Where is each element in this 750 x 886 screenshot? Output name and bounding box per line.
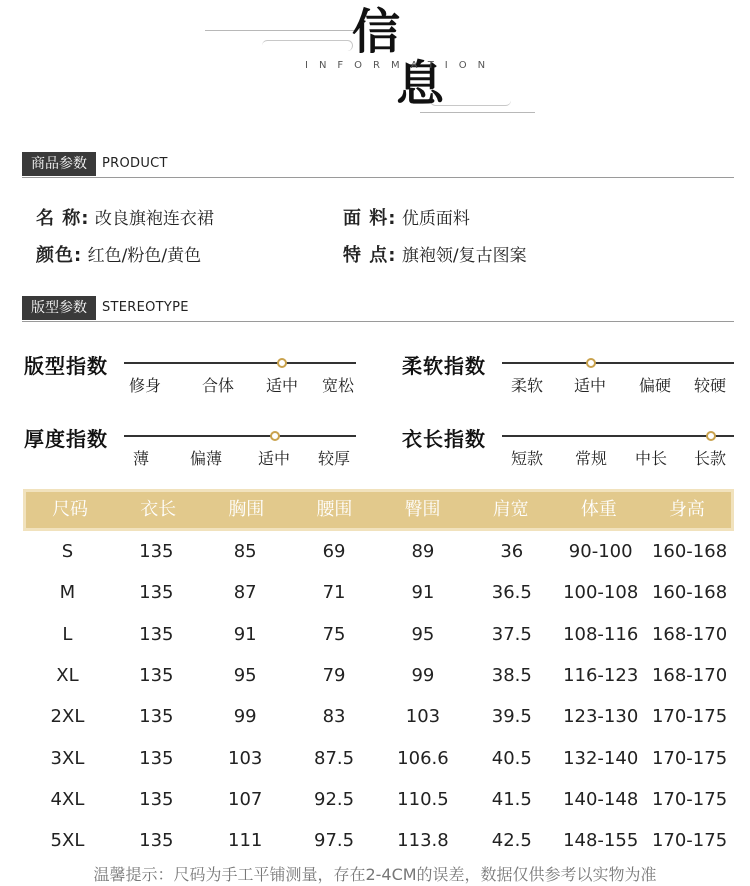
table-cell: 36: [500, 541, 524, 563]
table-cell: 87.5: [314, 747, 355, 769]
info-color: [36, 241, 201, 267]
info-value: 改良旗袍连衣裙: [94, 209, 214, 229]
table-cell: 95: [233, 665, 257, 687]
table-cell: 3XL: [50, 747, 85, 769]
table-cell: 111: [228, 830, 263, 852]
table-row: [23, 531, 734, 572]
section-divider: [22, 177, 734, 178]
table-cell: 168-170: [651, 623, 728, 645]
index-option: 较厚: [317, 449, 351, 468]
table-cell: 99: [411, 665, 435, 687]
info-value: 红色/粉色/黄色: [87, 246, 202, 266]
cloud-ornament-left: [262, 40, 353, 51]
info-label: 特 点:: [343, 245, 397, 266]
index-marker: [706, 431, 716, 441]
table-body: [23, 531, 734, 861]
table-cell: 170-175: [651, 788, 728, 810]
table-cell: 106.6: [397, 747, 449, 769]
table-cell: 95: [411, 623, 435, 645]
index-option: 中长: [634, 449, 668, 468]
table-cell: 135: [139, 747, 174, 769]
table-cell: 103: [405, 706, 441, 728]
info-label: 颜色:: [36, 245, 83, 266]
table-cell: 168-170: [651, 665, 728, 687]
header-char-top: 信: [352, 4, 401, 60]
index-title: 衣长指数: [402, 427, 486, 451]
index-marker: [277, 358, 287, 368]
table-cell: 4XL: [50, 788, 85, 810]
table-cell: 170-175: [651, 706, 728, 728]
section-tag: 商品参数: [22, 152, 96, 176]
column-header: 身高: [668, 499, 705, 520]
section-subtitle: STEREOTYPE: [102, 300, 189, 315]
index-option: 长款: [693, 449, 727, 468]
index-option: 修身: [128, 376, 162, 395]
table-cell: M: [59, 582, 76, 604]
table-cell: XL: [56, 665, 79, 687]
table-cell: 107: [228, 788, 263, 810]
table-cell: S: [61, 541, 74, 563]
column-header: 体重: [580, 499, 617, 520]
info-value: 旗袍领/复古图案: [401, 246, 527, 266]
header-line-right: [420, 112, 535, 113]
table-row: [23, 614, 734, 655]
column-header: 腰围: [316, 499, 353, 520]
index-scale: [502, 435, 734, 437]
column-header: 臀围: [404, 499, 441, 520]
table-cell: 38.5: [491, 665, 532, 687]
table-cell: 97.5: [314, 830, 355, 852]
table-cell: 135: [139, 665, 174, 687]
index-option: 适中: [573, 376, 607, 395]
index-option: 偏硬: [638, 376, 672, 395]
table-cell: 36.5: [491, 582, 532, 604]
index-scale: [502, 362, 734, 364]
table-cell: 75: [322, 623, 346, 645]
table-cell: 140-148: [563, 788, 639, 810]
stereotype-section-header: [22, 296, 734, 322]
index-option: 偏薄: [189, 449, 223, 468]
product-section-header: [22, 152, 734, 178]
table-cell: 160-168: [651, 582, 728, 604]
section-divider: [22, 321, 734, 322]
table-cell: 116-123: [563, 665, 639, 687]
table-cell: 2XL: [50, 706, 85, 728]
index-title: 厚度指数: [24, 427, 108, 451]
measurement-note: 温馨提示：尺码为手工平铺测量，存在2-4CM的误差，数据仅供参考以实物为准: [93, 865, 657, 884]
table-row: [23, 655, 734, 696]
table-cell: 91: [233, 623, 257, 645]
table-cell: 148-155: [563, 830, 639, 852]
table-row: [23, 820, 734, 861]
header-char-bottom: 息: [396, 56, 445, 112]
index-marker: [586, 358, 596, 368]
info-fabric: [343, 204, 470, 230]
info-value: 优质面料: [401, 209, 470, 229]
table-cell: 83: [322, 706, 346, 728]
table-cell: 135: [139, 788, 174, 810]
table-cell: 123-130: [563, 706, 639, 728]
index-title: 柔软指数: [402, 354, 486, 378]
table-cell: 92.5: [314, 788, 355, 810]
info-label: 面 料:: [343, 208, 397, 229]
section-subtitle: PRODUCT: [102, 156, 168, 171]
table-cell: 100-108: [563, 582, 639, 604]
table-row: [23, 737, 734, 778]
table-cell: 79: [322, 665, 346, 687]
table-cell: L: [62, 623, 73, 645]
table-cell: 85: [233, 541, 257, 563]
column-header: 衣长: [140, 499, 177, 520]
info-feature: [343, 241, 527, 267]
index-scale: [124, 435, 356, 437]
table-cell: 41.5: [491, 788, 532, 810]
table-header: [23, 489, 734, 531]
table-cell: 40.5: [491, 747, 532, 769]
index-option: 薄: [132, 449, 150, 468]
table-cell: 103: [228, 747, 263, 769]
table-cell: 91: [411, 582, 435, 604]
section-tag: 版型参数: [22, 296, 96, 320]
table-row: [23, 696, 734, 737]
info-label: 名 称:: [36, 208, 90, 229]
table-cell: 170-175: [651, 830, 728, 852]
table-cell: 5XL: [50, 830, 85, 852]
table-cell: 135: [139, 706, 174, 728]
table-cell: 170-175: [651, 747, 728, 769]
table-cell: 160-168: [651, 541, 728, 563]
index-scale: [124, 362, 356, 364]
info-name: [36, 204, 214, 230]
table-cell: 135: [139, 541, 174, 563]
index-option: 常规: [574, 449, 608, 468]
column-header: 肩宽: [492, 499, 529, 520]
table-cell: 87: [233, 582, 257, 604]
index-marker: [270, 431, 280, 441]
header-subtitle: INFORMATION: [305, 60, 497, 71]
index-option: 短款: [510, 449, 544, 468]
table-cell: 37.5: [491, 623, 532, 645]
table-row: [23, 779, 734, 820]
table-cell: 42.5: [491, 830, 532, 852]
index-option: 宽松: [321, 376, 355, 395]
index-option: 合体: [201, 376, 235, 395]
table-cell: 135: [139, 623, 174, 645]
index-option: 较硬: [693, 376, 727, 395]
table-cell: 135: [139, 582, 174, 604]
table-cell: 69: [322, 541, 346, 563]
table-cell: 132-140: [563, 747, 639, 769]
table-row: [23, 572, 734, 613]
size-table: [23, 489, 734, 861]
table-cell: 71: [322, 582, 346, 604]
index-title: 版型指数: [24, 354, 108, 378]
header-line-left: [205, 30, 355, 31]
table-cell: 39.5: [491, 706, 532, 728]
table-cell: 135: [139, 830, 174, 852]
table-cell: 90-100: [568, 541, 633, 563]
column-header: 胸围: [228, 499, 265, 520]
table-cell: 89: [411, 541, 435, 563]
index-option: 适中: [257, 449, 291, 468]
index-option: 适中: [265, 376, 299, 395]
index-option: 柔软: [510, 376, 544, 395]
table-cell: 99: [233, 706, 257, 728]
table-cell: 110.5: [397, 788, 449, 810]
column-header: 尺码: [52, 499, 89, 520]
table-cell: 108-116: [563, 623, 639, 645]
table-cell: 113.8: [397, 830, 449, 852]
